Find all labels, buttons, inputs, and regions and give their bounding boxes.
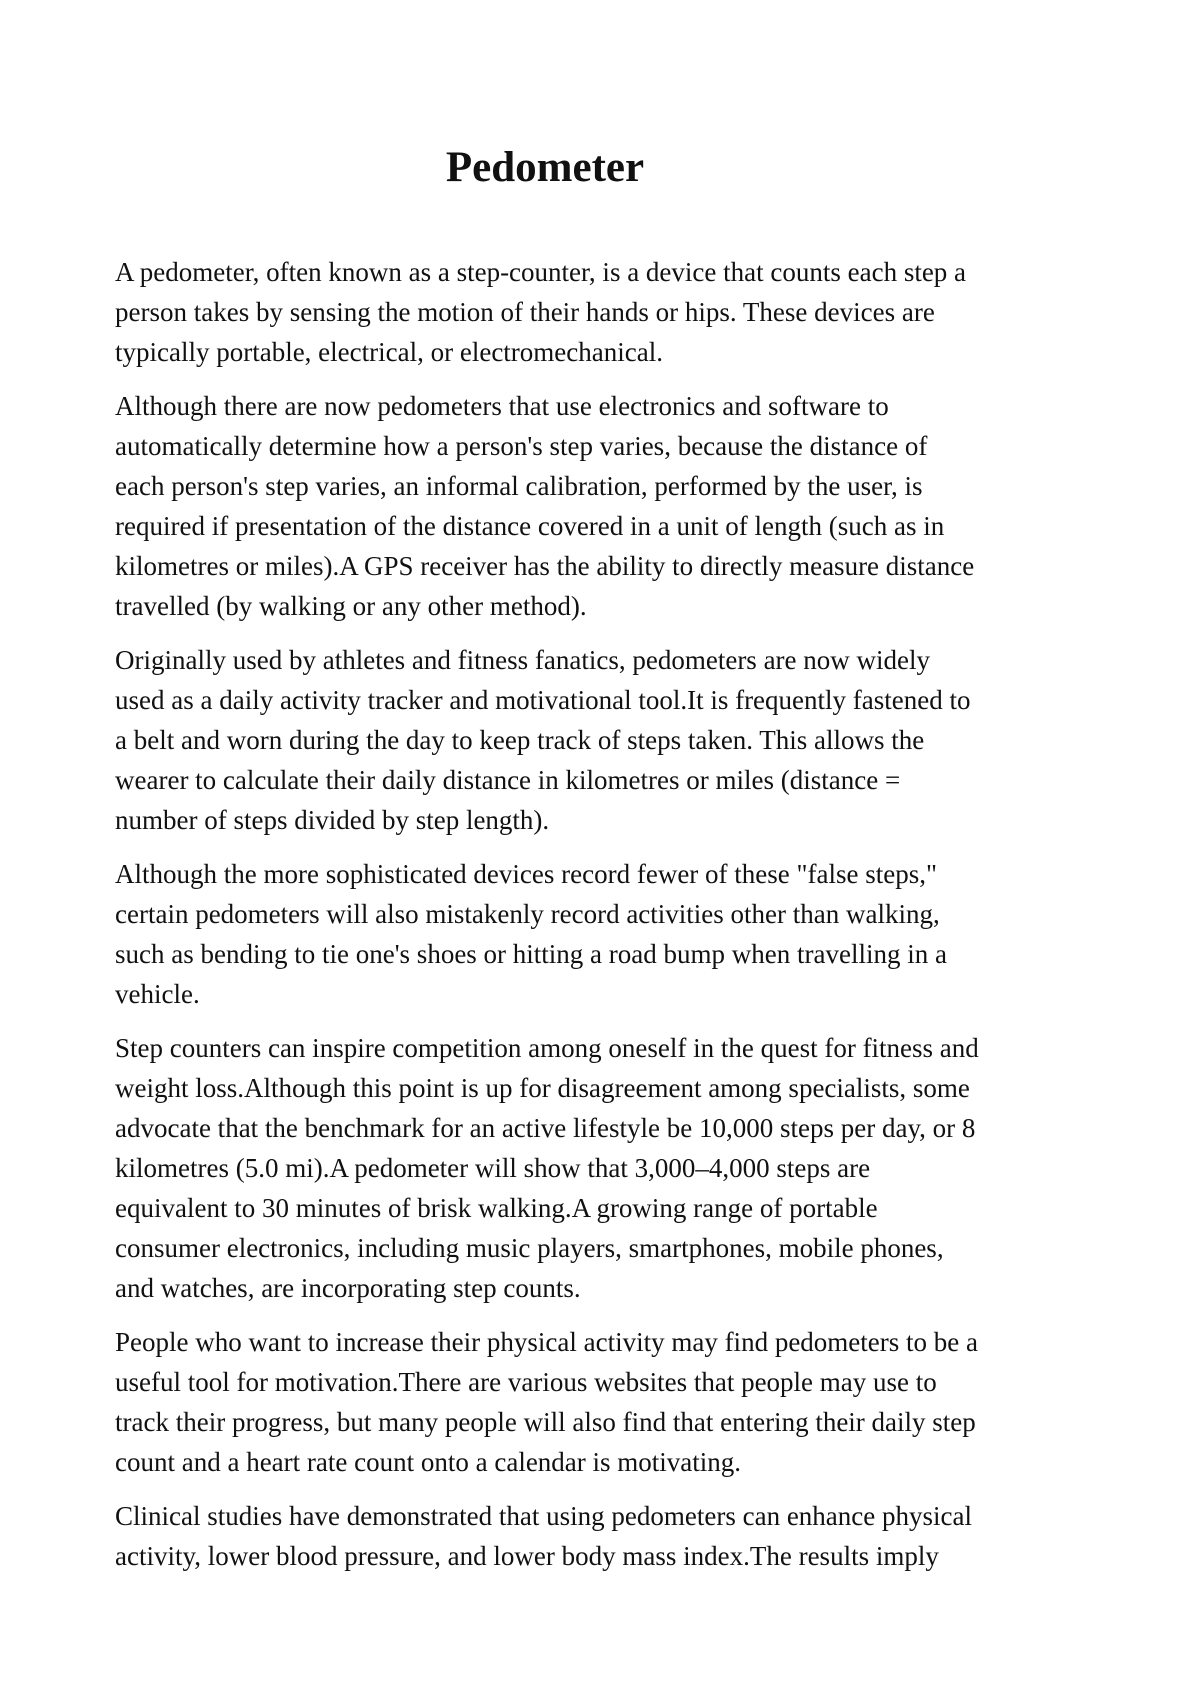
paragraph-competition bbox=[115, 1028, 1105, 1308]
document-body bbox=[115, 252, 1105, 1590]
text-line: Clinical studies have demonstrated that using pedometers can enhance physical bbox=[115, 1501, 972, 1531]
paragraph-usage bbox=[115, 640, 1105, 840]
text-line: such as bending to tie one's shoes or hitting a road bump when travelling in a bbox=[115, 939, 947, 969]
text-line: Although there are now pedometers that use electronics and software to bbox=[115, 391, 889, 421]
text-line: consumer electronics, including music players, smartphones, mobile phones, bbox=[115, 1233, 944, 1263]
text-line: wearer to calculate their daily distance in kilometres or miles (distance = bbox=[115, 765, 901, 795]
text-line: a belt and worn during the day to keep track of steps taken. This allows the bbox=[115, 725, 925, 755]
text-line: certain pedometers will also mistakenly record activities other than walking, bbox=[115, 899, 940, 929]
text-line: useful tool for motivation.There are various websites that people may use to bbox=[115, 1367, 937, 1397]
text-line: typically portable, electrical, or electromechanical. bbox=[115, 337, 663, 367]
text-line: equivalent to 30 minutes of brisk walking.A growing range of portable bbox=[115, 1193, 878, 1223]
text-line: used as a daily activity tracker and motivational tool.It is frequently fastened to bbox=[115, 685, 971, 715]
text-line: Although the more sophisticated devices record fewer of these "false steps," bbox=[115, 859, 938, 889]
text-line: count and a heart rate count onto a calendar is motivating. bbox=[115, 1447, 742, 1477]
text-line: track their progress, but many people will also find that entering their daily step bbox=[115, 1407, 976, 1437]
text-line: person takes by sensing the motion of their hands or hips. These devices are bbox=[115, 297, 935, 327]
text-line: and watches, are incorporating step counts. bbox=[115, 1273, 581, 1303]
text-line: Originally used by athletes and fitness fanatics, pedometers are now widely bbox=[115, 645, 931, 675]
text-line: each person's step varies, an informal calibration, performed by the user, is bbox=[115, 471, 923, 501]
text-line: A pedometer, often known as a step-counter, is a device that counts each step a bbox=[115, 257, 967, 287]
text-line: Step counters can inspire competition among oneself in the quest for fitness and bbox=[115, 1033, 979, 1063]
paragraph-definition bbox=[115, 252, 1105, 372]
paragraph-calibration bbox=[115, 386, 1105, 626]
text-line: advocate that the benchmark for an active lifestyle be 10,000 steps per day, or 8 bbox=[115, 1113, 976, 1143]
text-line: activity, lower blood pressure, and lower body mass index.The results imply bbox=[115, 1541, 939, 1571]
text-line: required if presentation of the distance covered in a unit of length (such as in bbox=[115, 511, 945, 541]
text-line: number of steps divided by step length). bbox=[115, 805, 550, 835]
paragraph-motivation bbox=[115, 1322, 1105, 1482]
document-title: Pedometer bbox=[445, 144, 645, 191]
paragraph-clinical bbox=[115, 1496, 1105, 1576]
text-line: travelled (by walking or any other method). bbox=[115, 591, 587, 621]
text-line: automatically determine how a person's step varies, because the distance of bbox=[115, 431, 928, 461]
text-line: People who want to increase their physical activity may find pedometers to be a bbox=[115, 1327, 978, 1357]
text-line: vehicle. bbox=[115, 979, 200, 1009]
text-line: kilometres or miles).A GPS receiver has the ability to directly measure distance bbox=[115, 551, 975, 581]
text-line: kilometres (5.0 mi).A pedometer will show that 3,000–4,000 steps are bbox=[115, 1153, 871, 1183]
text-line: weight loss.Although this point is up for disagreement among specialists, some bbox=[115, 1073, 970, 1103]
paragraph-false-steps bbox=[115, 854, 1105, 1014]
